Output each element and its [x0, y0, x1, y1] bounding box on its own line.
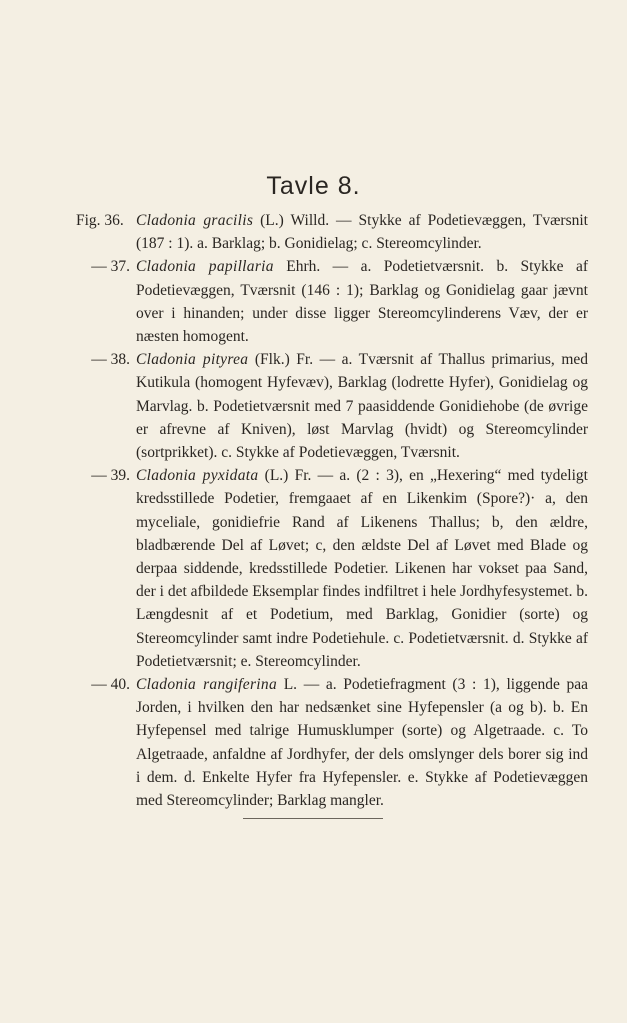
caption-text: (Flk.) Fr. — a. Tværsnit af Thallus primarius, med Kutikula (homogent Hyfevæv), Barklag (lodrette Hyfer), Gonidielag og Marvlag. b. Podetietværsnit med 7 paasiddende Gonidiehobe (de øvrige er afrevne af Kniven), løst Marvlag (hvidt) og Stereomcylinder (sortprikket). c. Stykke af Podetievæggen, Tværsnit.: [136, 351, 589, 462]
figure-number: — 37.: [91, 258, 130, 276]
figure-captions: [76, 209, 588, 812]
species-name: Cladonia gracilis: [136, 212, 254, 229]
species-name: Cladonia pyxidata: [136, 467, 259, 485]
caption-text: (L.) Fr. — a. (2 : 3), en „Hexering“ med tydeligt kredsstillede Podetier, fremgaaet af en Likenkim (Spore?)· a, den myceliale, gonidiefrie Rand af Likenens Thallus; b, den ældre, bladbærende Del af Løvet; c, den ældste Del af Løvet med Blade og derpaa siddende, kredsstillede Podetier. Likenen har vokset paa Sand, der i det afbildede Eksemplar findes indfiltret i hele Jordhyfesystemet. b. Længdesnit af et Podetium, med Barklag, Gonidier (sorte) og Stereomcylinder samt indre Podetiehule. c. Podetietværsnit. d. Stykke af Podetietværsnit; e. Stereomcylinder.: [136, 467, 588, 670]
caption-body: [136, 255, 588, 348]
caption-body: [136, 348, 588, 464]
caption-text: Ehrh. — a. Podetietværsnit. b. Stykke af Podetievæggen, Tværsnit (146 : 1); Barklag og Gonidielag gaar jævnt over i hinanden; under disse ligger Stereomcylinderens Væv, der er næsten homogent.: [136, 258, 588, 346]
bottom-divider-rule: [243, 818, 383, 819]
caption-body: [136, 464, 588, 673]
caption-fig-39: [76, 464, 588, 673]
figure-number: — 40.: [91, 676, 130, 694]
species-name: Cladonia papillaria: [136, 258, 274, 276]
caption-fig-38: [76, 348, 588, 464]
figure-number: — 38.: [91, 351, 130, 369]
species-name: Cladonia pityrea: [136, 351, 249, 369]
figure-number: Fig. 36.: [76, 212, 124, 229]
caption-body: [136, 209, 588, 255]
caption-fig-36: [76, 209, 588, 255]
caption-fig-40: [76, 673, 588, 812]
caption-text: (L.) Willd. — Stykke af Podetievæggen, Tværsnit (187 : 1). a. Barklag; b. Gonidielag; c. Stereomcylinder.: [136, 212, 588, 253]
caption-fig-37: [76, 255, 588, 348]
plate-title: Tavle 8.: [266, 172, 361, 200]
species-name: Cladonia rangiferina: [136, 676, 277, 694]
caption-body: [136, 673, 588, 812]
figure-number: — 39.: [91, 467, 130, 485]
caption-text: L. — a. Podetiefragment (3 : 1), liggende paa Jorden, i hvilken den har nedsænket sine Hyfepensler (a og b). b. En Hyfepensel med talrige Humusklumper (sorte) og Algetraade. c. To Algetraade, anfaldne af Jordhyfer, der dels omslynger dels borer sig ind i dem. d. Enkelte Hyfer fra Hyfepensler. e. Stykke af Podetievæggen med Stereomcylinder; Barklag mangler.: [136, 676, 589, 810]
